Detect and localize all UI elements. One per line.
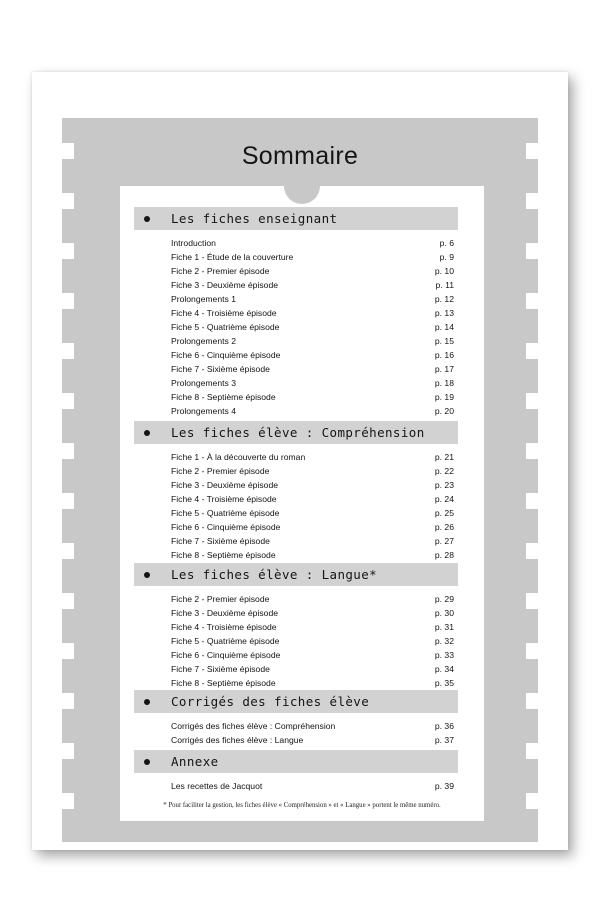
- entry-label: Prolongements 2: [171, 336, 236, 346]
- toc-entry: [134, 592, 458, 606]
- section-annexe: [134, 750, 458, 793]
- entry-label: Introduction: [171, 238, 216, 248]
- section-corriges: [134, 690, 458, 747]
- entry-label: Fiche 7 - Sixième épisode: [171, 536, 270, 546]
- toc-entry: [134, 362, 458, 376]
- section-heading-text: Corrigés des fiches élève: [171, 694, 370, 709]
- entry-label: Fiche 7 - Sixième épisode: [171, 664, 270, 674]
- bullet-icon: [144, 430, 150, 436]
- entry-label: Fiche 4 - Troisième épisode: [171, 622, 277, 632]
- entry-page: p. 12: [434, 294, 454, 304]
- entry-label: Fiche 2 - Premier épisode: [171, 466, 270, 476]
- entry-label: Prolongements 3: [171, 378, 236, 388]
- toc-entry: [134, 492, 458, 506]
- entry-label: Fiche 1 - Étude de la couverture: [171, 252, 294, 262]
- frame-notch: [62, 643, 74, 659]
- entry-label: Fiche 3 - Deuxième épisode: [171, 608, 278, 618]
- toc-entry: [134, 390, 458, 404]
- toc-entry: [134, 334, 458, 348]
- entry-page: p. 13: [434, 308, 454, 318]
- entry-label: Fiche 5 - Quatrième épisode: [171, 636, 280, 646]
- entry-label: Prolongements 4: [171, 406, 236, 416]
- toc-entry: [134, 464, 458, 478]
- bullet-icon: [144, 572, 150, 578]
- toc-entry: [134, 648, 458, 662]
- section-heading: [134, 563, 458, 586]
- section-heading: [134, 207, 458, 230]
- bullet-icon: [144, 699, 150, 705]
- toc-entry: [134, 320, 458, 334]
- entry-page: p. 17: [434, 364, 454, 374]
- frame-notch: [526, 743, 538, 759]
- entry-label: Fiche 6 - Cinquième épisode: [171, 650, 281, 660]
- frame-notch: [62, 793, 74, 809]
- entry-label: Fiche 3 - Deuxième épisode: [171, 280, 278, 290]
- frame-notch: [62, 193, 74, 209]
- frame-notch: [526, 243, 538, 259]
- section-fiches-eleve-langue: [134, 563, 458, 690]
- entry-label: Fiche 6 - Cinquième épisode: [171, 350, 281, 360]
- toc-entry: [134, 278, 458, 292]
- bullet-icon: [144, 759, 150, 765]
- frame-notch: [62, 593, 74, 609]
- entry-page: p. 26: [434, 522, 454, 532]
- section-heading: [134, 690, 458, 713]
- frame-notch: [526, 793, 538, 809]
- toc-entry: [134, 534, 458, 548]
- entry-label: Fiche 1 - À la découverte du roman: [171, 452, 306, 462]
- entry-page: p. 25: [434, 508, 454, 518]
- toc-entry: [134, 376, 458, 390]
- entry-label: Fiche 4 - Troisième épisode: [171, 308, 277, 318]
- entry-label: Corrigés des fiches élève : Langue: [171, 735, 304, 745]
- toc-entry: [134, 506, 458, 520]
- entry-page: p. 30: [434, 608, 454, 618]
- frame-notch: [62, 243, 74, 259]
- entry-page: p. 22: [434, 466, 454, 476]
- entry-page: p. 19: [434, 392, 454, 402]
- entry-page: p. 35: [434, 678, 454, 688]
- entry-page: p. 20: [434, 406, 454, 416]
- toc-entry: [134, 450, 458, 464]
- entry-page: p. 31: [434, 622, 454, 632]
- entry-label: Corrigés des fiches élève : Compréhension: [171, 721, 336, 731]
- toc-entry: [134, 404, 458, 418]
- entry-page: p. 11: [435, 280, 454, 290]
- frame-notch: [526, 343, 538, 359]
- toc-entry: [134, 719, 458, 733]
- toc-entry: [134, 733, 458, 747]
- entry-label: Fiche 6 - Cinquième épisode: [171, 522, 281, 532]
- section-heading-text: Les fiches élève : Langue*: [171, 567, 378, 582]
- frame-notch: [526, 543, 538, 559]
- frame-notch: [526, 393, 538, 409]
- frame-notch: [62, 743, 74, 759]
- frame-notch: [526, 193, 538, 209]
- frame-notch: [62, 443, 74, 459]
- entry-label: Fiche 8 - Septième épisode: [171, 392, 276, 402]
- entry-label: Fiche 4 - Troisième épisode: [171, 494, 277, 504]
- section-heading-text: Annexe: [171, 754, 219, 769]
- entry-page: p. 9: [439, 252, 454, 262]
- entry-label: Fiche 7 - Sixième épisode: [171, 364, 270, 374]
- frame-notch: [526, 493, 538, 509]
- frame-notch: [526, 443, 538, 459]
- toc-entry: [134, 478, 458, 492]
- entry-page: p. 29: [434, 594, 454, 604]
- entry-label: Fiche 5 - Quatrième épisode: [171, 322, 280, 332]
- frame-notch: [62, 693, 74, 709]
- entry-page: p. 36: [434, 721, 454, 731]
- frame-notch: [62, 393, 74, 409]
- frame-notch: [62, 293, 74, 309]
- frame-notch: [62, 343, 74, 359]
- entry-page: p. 34: [434, 664, 454, 674]
- section-heading: [134, 421, 458, 444]
- entry-page: p. 16: [434, 350, 454, 360]
- entry-page: p. 6: [439, 238, 454, 248]
- toc-entry: [134, 620, 458, 634]
- frame-notch: [526, 693, 538, 709]
- toc-entry: [134, 292, 458, 306]
- frame-notch: [62, 543, 74, 559]
- page-title: Sommaire: [241, 142, 359, 170]
- section-fiches-eleve-comprehension: [134, 421, 458, 562]
- section-heading: [134, 750, 458, 773]
- frame-notch: [62, 493, 74, 509]
- frame-notch: [526, 293, 538, 309]
- toc-entry: [134, 250, 458, 264]
- decorative-circle: [284, 168, 320, 204]
- frame-notch: [526, 593, 538, 609]
- toc-entry: [134, 348, 458, 362]
- entry-page: p. 27: [434, 536, 454, 546]
- entry-page: p. 37: [434, 735, 454, 745]
- section-heading-text: Les fiches enseignant: [171, 211, 338, 226]
- toc-entry: [134, 236, 458, 250]
- frame-notch: [526, 643, 538, 659]
- entry-page: p. 39: [434, 781, 454, 791]
- toc-entry: [134, 676, 458, 690]
- entry-label: Prolongements 1: [171, 294, 236, 304]
- entry-label: Fiche 2 - Premier épisode: [171, 594, 270, 604]
- entry-label: Fiche 5 - Quatrième épisode: [171, 508, 280, 518]
- entry-page: p. 21: [434, 452, 454, 462]
- entry-label: Fiche 8 - Septième épisode: [171, 550, 276, 560]
- toc-entry: [134, 520, 458, 534]
- entry-page: p. 18: [434, 378, 454, 388]
- section-heading-text: Les fiches élève : Compréhension: [171, 425, 425, 440]
- toc-entry: [134, 606, 458, 620]
- entry-page: p. 28: [434, 550, 454, 560]
- toc-entry: [134, 264, 458, 278]
- entry-page: p. 10: [434, 266, 454, 276]
- toc-entry: [134, 306, 458, 320]
- entry-page: p. 15: [434, 336, 454, 346]
- entry-label: Fiche 3 - Deuxième épisode: [171, 480, 278, 490]
- toc-entry: [134, 634, 458, 648]
- entry-page: p. 14: [434, 322, 454, 332]
- toc-entry: [134, 662, 458, 676]
- section-fiches-enseignant: [134, 207, 458, 418]
- entry-page: p. 23: [434, 480, 454, 490]
- entry-label: Fiche 2 - Premier épisode: [171, 266, 270, 276]
- entry-label: Les recettes de Jacquot: [171, 781, 263, 791]
- toc-entry: [134, 548, 458, 562]
- entry-page: p. 33: [434, 650, 454, 660]
- footnote: * Pour faciliter la gestion, les fiches élève « Compréhension » et « Langue » portent le même numéro.: [163, 802, 441, 809]
- entry-page: p. 32: [434, 636, 454, 646]
- bullet-icon: [144, 216, 150, 222]
- toc-entry: [134, 779, 458, 793]
- entry-page: p. 24: [434, 494, 454, 504]
- entry-label: Fiche 8 - Septième épisode: [171, 678, 276, 688]
